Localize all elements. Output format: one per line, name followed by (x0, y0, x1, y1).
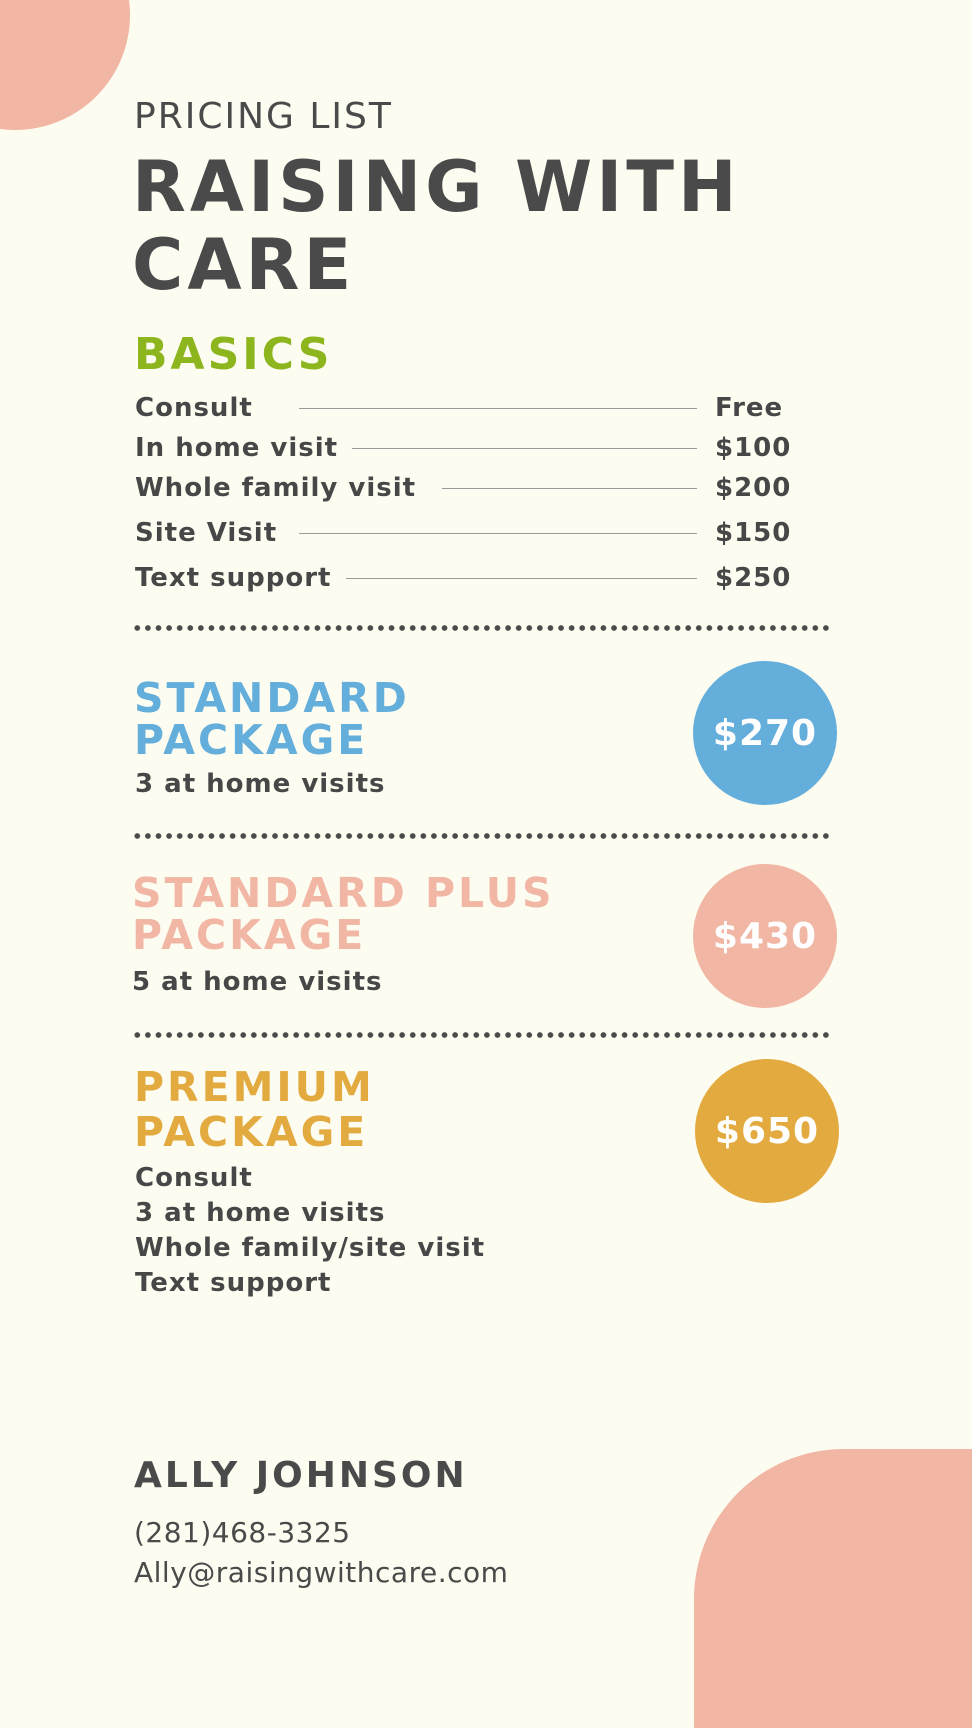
dotted-leader (299, 408, 697, 409)
price-row-text-support (135, 561, 805, 595)
dotted-leader (442, 488, 697, 489)
price-row-site-visit (135, 516, 805, 550)
price-row-item: In home visit (135, 433, 339, 463)
contact-phone[interactable]: (281)468-3325 (134, 1516, 351, 1549)
dotted-leader (346, 578, 698, 579)
package-title-line: PREMIUM (134, 1063, 375, 1111)
basics-heading: BASICS (134, 329, 333, 380)
package-title-line: STANDARD (134, 674, 410, 722)
price-row-item: Text support (135, 563, 332, 593)
price-row-price: $150 (715, 518, 792, 548)
page-eyebrow: PRICING LIST (134, 96, 393, 137)
dotted-leader (352, 448, 697, 449)
contact-name: ALLY JOHNSON (134, 1455, 468, 1496)
price-row-price: $250 (715, 563, 792, 593)
package-detail: Whole family/site visit (135, 1233, 486, 1263)
package-detail: 5 at home visits (132, 967, 383, 997)
price-row-item: Consult (135, 393, 253, 423)
price-row-price: $200 (715, 473, 792, 503)
price-row-consult (135, 391, 805, 425)
package-title-line: PACKAGE (134, 716, 369, 764)
package-detail: Text support (135, 1268, 332, 1298)
package-detail: 3 at home visits (135, 1198, 386, 1228)
decorative-circle-top-left (0, 0, 130, 130)
package-title-line: PACKAGE (134, 1108, 369, 1156)
decorative-shape-bottom-right (694, 1449, 972, 1728)
package-title-line: PACKAGE (132, 911, 367, 959)
package-detail: Consult (135, 1163, 253, 1193)
price-row-price: Free (715, 393, 784, 423)
standard-plus-package-price-badge: $430 (693, 864, 837, 1008)
standard-package-price-badge: $270 (693, 661, 837, 805)
page-title: RAISING WITH CARE (132, 146, 741, 306)
dotted-divider (132, 832, 832, 840)
price-row-price: $100 (715, 433, 792, 463)
price-row-in-home-visit (135, 431, 805, 465)
price-row-whole-family-visit (135, 471, 805, 505)
dotted-divider (132, 1031, 832, 1039)
price-row-item: Site Visit (135, 518, 278, 548)
standard-package-title (134, 674, 410, 764)
package-title-line: STANDARD PLUS (132, 869, 555, 917)
price-row-item: Whole family visit (135, 473, 417, 503)
dotted-divider (132, 624, 832, 632)
dotted-leader (299, 533, 697, 534)
standard-plus-package-title (132, 869, 555, 959)
premium-package-price-badge: $650 (695, 1059, 839, 1203)
package-detail: 3 at home visits (135, 769, 386, 799)
contact-email[interactable]: Ally@raisingwithcare.com (134, 1556, 509, 1589)
premium-package-title (134, 1065, 375, 1155)
